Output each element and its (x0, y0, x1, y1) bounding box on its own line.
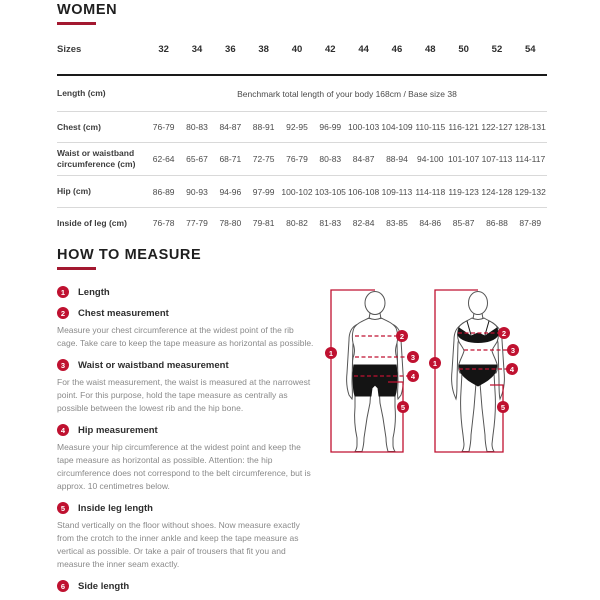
how-to-measure-heading: HOW TO MEASURE (57, 247, 202, 263)
chest-value: 122-127 (481, 122, 513, 132)
hip-value: 90-93 (186, 186, 208, 197)
measure-item-description: For the waist measurement, the waist is measured at the narrowest point. For this purpose, hold the tape measure as centrally as possible between the lowest rib and the hip bone. (57, 377, 311, 413)
women-heading: WOMEN (57, 2, 118, 18)
marker-chest-badge: 2 (498, 327, 510, 339)
chest-value: 104-109 (381, 122, 413, 132)
size-column-header: 50 (458, 44, 469, 55)
inside-leg-value: 83-85 (386, 218, 408, 228)
row-label-sizes: Sizes (57, 44, 82, 55)
chest-value: 96-99 (319, 122, 342, 132)
step-number-badge: 2 (57, 307, 69, 319)
size-column-header: 42 (325, 44, 336, 55)
measure-item-title: Side length (78, 580, 130, 592)
marker-hip-badge: 4 (506, 363, 518, 375)
measure-item-title: Hip measurement (78, 424, 158, 436)
chest-value: 88-91 (252, 122, 275, 132)
size-column-header: 32 (158, 44, 169, 55)
hip-value: 103-105 (314, 186, 346, 197)
inside-leg-value: 78-80 (219, 218, 242, 228)
waist-value: 62-64 (152, 154, 175, 164)
measure-item-description: Stand vertically on the floor without shoes. Now measure exactly from the crotch to the inner ankle and keep the tape measure as vertical as possible. Or take a pair of trousers that fit you and measure the inner seam exactly. (57, 520, 300, 569)
marker-inseam-badge: 5 (497, 401, 509, 413)
marker-hip-badge: 4 (407, 370, 419, 382)
row-label-chest: Chest (cm) (57, 121, 101, 132)
size-column-header: 46 (391, 44, 403, 55)
marker-chest-badge: 2 (396, 330, 408, 342)
chest-value: 128-131 (514, 122, 546, 132)
row-label-hip: Hip (cm) (57, 186, 91, 196)
inside-leg-value: 84-86 (419, 218, 442, 228)
chest-value: 110-115 (415, 122, 446, 132)
hip-value: 119-123 (448, 186, 479, 197)
chest-value: 76-79 (152, 122, 175, 132)
table-row-sizes (57, 25, 547, 76)
length-benchmark-note: Benchmark total length of your body 168cm / Base size 38 (237, 88, 457, 99)
hip-value: 109-113 (381, 186, 413, 197)
inside-leg-value: 79-81 (252, 218, 275, 228)
waist-value: 68-71 (219, 154, 242, 164)
chest-value: 80-83 (186, 122, 208, 132)
inside-leg-value: 80-82 (286, 218, 308, 228)
measure-item-title: Length (78, 286, 110, 298)
figure-shorts-front (347, 292, 404, 452)
step-number-badge: 5 (57, 502, 69, 514)
measure-item-title: Chest measurement (78, 307, 169, 319)
inside-leg-value: 77-79 (186, 218, 208, 228)
step-number-badge: 3 (57, 359, 69, 371)
body-measurement-figures-illustration (325, 283, 565, 459)
waist-value: 84-87 (352, 154, 375, 164)
waist-value: 94-100 (417, 154, 444, 164)
table-row-chest (57, 112, 547, 143)
figure-bikini-front (452, 292, 505, 452)
hip-value: 94-96 (219, 186, 242, 197)
waist-value: 114-117 (515, 154, 546, 164)
hip-value: 106-108 (348, 186, 380, 197)
measure-item-title: Waist or waistband measurement (78, 359, 229, 371)
waist-value: 76-79 (286, 154, 308, 164)
inside-leg-value: 86-88 (486, 218, 508, 228)
table-row-inside-leg (57, 208, 547, 238)
size-column-header: 36 (225, 44, 236, 55)
size-column-header: 48 (425, 44, 436, 55)
row-label-inside-leg: Inside of leg (cm) (57, 217, 127, 228)
waist-value: 72-75 (252, 154, 275, 164)
row-label-waist: Waist or waistband circumference (cm) (57, 148, 136, 169)
measure-item-inside-leg (57, 502, 547, 514)
step-number-badge: 4 (57, 424, 69, 436)
step-number-badge: 6 (57, 580, 69, 592)
measure-item-title: Inside leg length (78, 502, 153, 514)
chest-value: 92-95 (286, 122, 308, 132)
measure-item-side-length (57, 580, 547, 592)
marker-waist-badge: 3 (507, 344, 519, 356)
table-row-hip (57, 176, 547, 208)
hip-value: 97-99 (252, 186, 275, 197)
marker-length-badge: 1 (429, 357, 441, 369)
waist-value: 107-113 (481, 154, 513, 164)
size-table (57, 25, 547, 238)
row-label-length: Length (cm) (57, 88, 106, 98)
waist-value: 101-107 (448, 154, 480, 164)
marker-length-badge: 1 (325, 347, 337, 359)
size-column-header: 52 (491, 44, 503, 55)
hip-value: 86-89 (152, 186, 175, 197)
size-column-header: 54 (524, 44, 536, 55)
waist-value: 88-94 (386, 154, 408, 164)
table-row-length (57, 76, 547, 112)
chest-value: 116-121 (448, 122, 479, 132)
waist-value: 80-83 (319, 154, 342, 164)
inside-leg-value: 87-89 (519, 218, 542, 228)
measure-item-description: Measure your hip circumference at the widest point and keep the tape measure as horizontal as possible. Attention: the hip circumference does not correspond to the belt circumference, but is approx. 10 centimetres below. (57, 442, 311, 491)
waist-value: 65-67 (186, 154, 208, 164)
inside-leg-value: 81-83 (319, 218, 342, 228)
size-column-header: 38 (258, 44, 269, 55)
measurement-diagram (325, 283, 565, 459)
marker-waist-badge: 3 (407, 351, 419, 363)
size-column-header: 44 (358, 44, 369, 55)
chest-value: 84-87 (219, 122, 242, 132)
chest-value: 100-103 (348, 122, 380, 132)
table-row-waist (57, 143, 547, 176)
size-column-header: 34 (191, 44, 203, 55)
size-column-header: 40 (291, 44, 303, 55)
step-number-badge: 1 (57, 286, 69, 298)
hip-value: 100-102 (281, 186, 313, 197)
inside-leg-value: 76-78 (152, 218, 175, 228)
heading-underline (57, 267, 96, 270)
marker-inseam-badge: 5 (397, 401, 409, 413)
hip-value: 124-128 (481, 186, 513, 197)
hip-value: 129-132 (514, 186, 546, 197)
measure-item-description: Measure your chest circumference at the widest point of the rib cage. Take care to keep the tape measure as horizontal as possible. (57, 325, 314, 348)
hip-value: 114-118 (415, 186, 446, 197)
inside-leg-value: 82-84 (352, 218, 375, 228)
inside-leg-value: 85-87 (452, 218, 475, 228)
